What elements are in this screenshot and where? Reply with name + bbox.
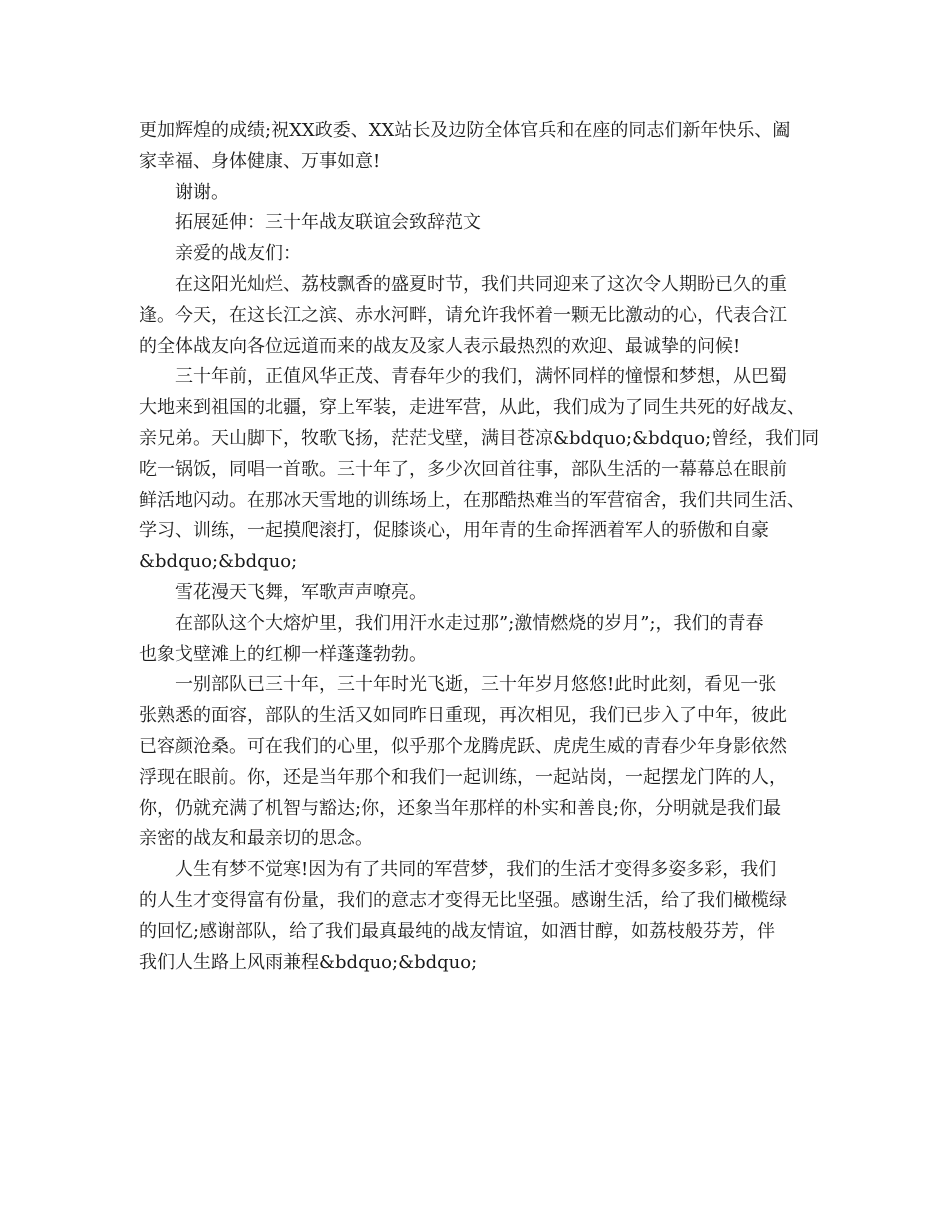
text-line: 大地来到祖国的北疆，穿上军装，走进军营，从此，我们成为了同生共死的好战友、	[139, 397, 805, 419]
text-line: 人生有梦不觉寒!因为有了共同的军营梦，我们的生活才变得多姿多彩，我们	[175, 859, 777, 881]
text-line: 亲密的战友和最亲切的思念。	[139, 828, 373, 850]
text-line: 拓展延伸：三十年战友联谊会致辞范文	[175, 212, 481, 234]
text-line: 谢谢。	[175, 181, 229, 203]
document-body	[139, 116, 819, 978]
text-line: 学习、训练，一起摸爬滚打，促膝谈心，用年青的生命挥洒着军人的骄傲和自豪	[139, 520, 769, 542]
text-line: 浮现在眼前。你，还是当年那个和我们一起训练，一起站岗，一起摆龙门阵的人，	[139, 766, 787, 788]
text-line: 吃一锅饭，同唱一首歌。三十年了，多少次回首往事，部队生活的一幕幕总在眼前	[139, 458, 787, 480]
text-line: 鲜活地闪动。在那冰天雪地的训练场上，在那酷热难当的军营宿舍，我们共同生活、	[139, 489, 805, 511]
text-line: 亲兄弟。天山脚下，牧歌飞扬，茫茫戈壁，满目苍凉&bdquo;&bdquo;曾经，我们同	[139, 427, 820, 449]
text-line: 家幸福、身体健康、万事如意!	[139, 150, 381, 172]
text-line: 逢。今天，在这长江之滨、赤水河畔，请允许我怀着一颗无比激动的心，代表合江	[139, 304, 787, 326]
text-line: 三十年前，正值风华正茂、青春年少的我们，满怀同样的憧憬和梦想，从巴蜀	[175, 366, 787, 388]
text-line: 一别部队已三十年，三十年时光飞逝，三十年岁月悠悠!此时此刻，看见一张	[175, 674, 777, 696]
text-line: 你，仍就充满了机智与豁达;你，还象当年那样的朴实和善良;你，分明就是我们最	[139, 797, 782, 819]
text-line: 的回忆;感谢部队，给了我们最真最纯的战友情谊，如酒甘醇，如荔枝般芬芳，伴	[139, 920, 776, 942]
text-line: 的全体战友向各位远道而来的战友及家人表示最热烈的欢迎、最诚挚的问候!	[139, 335, 741, 357]
text-line: 更加辉煌的成绩;祝XX政委、XX站长及边防全体官兵和在座的同志们新年快乐、阖	[139, 120, 791, 141]
text-line: 雪花漫天飞舞，军歌声声嘹亮。	[175, 581, 427, 603]
text-line: 张熟悉的面容，部队的生活又如同昨日重现，再次相见，我们已步入了中年，彼此	[139, 705, 787, 727]
text-line: 在部队这个大熔炉里，我们用汗水走过那”;激情燃烧的岁月”;，我们的青春	[175, 612, 764, 634]
text-line: 亲爱的战友们：	[175, 243, 301, 265]
text-line: 在这阳光灿烂、荔枝飘香的盛夏时节，我们共同迎来了这次令人期盼已久的重	[175, 273, 787, 295]
text-line: 也象戈壁滩上的红柳一样蓬蓬勃勃。	[139, 643, 427, 665]
text-line: 我们人生路上风雨兼程&bdquo;&bdquo;	[139, 951, 478, 973]
text-line: 的人生才变得富有份量，我们的意志才变得无比坚强。感谢生活，给了我们橄榄绿	[139, 889, 787, 911]
text-line: &bdquo;&bdquo;	[139, 551, 298, 573]
text-line: 已容颜沧桑。可在我们的心里，似乎那个龙腾虎跃、虎虎生威的青春少年身影依然	[139, 735, 787, 757]
